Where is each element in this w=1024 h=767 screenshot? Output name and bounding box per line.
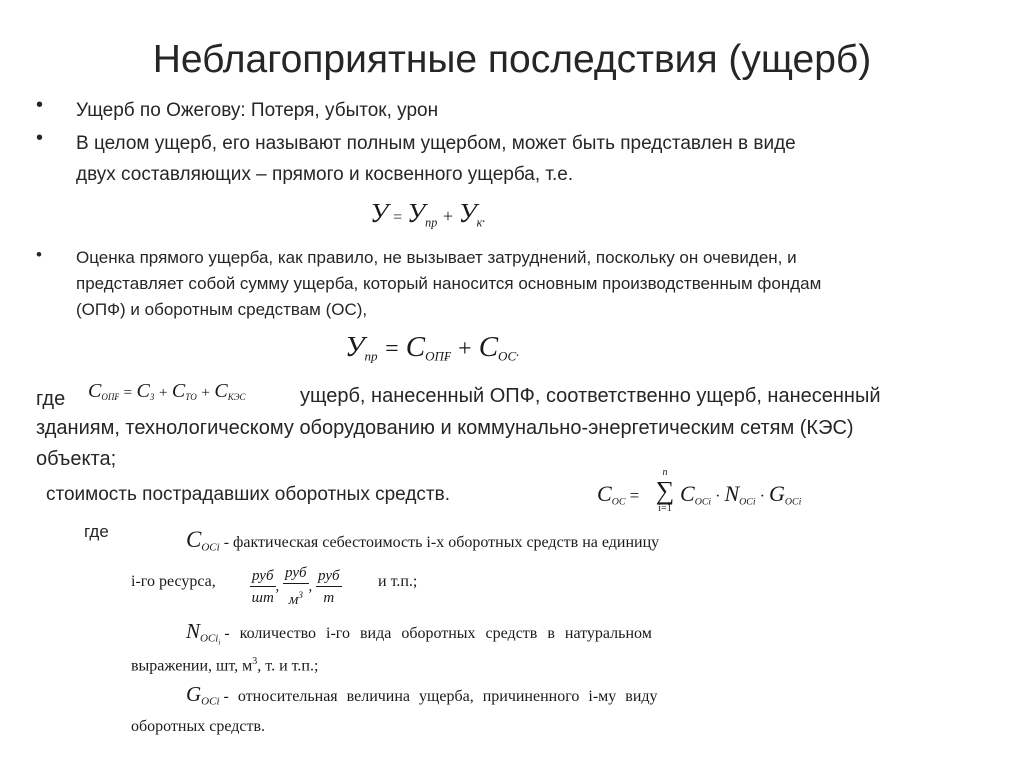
- opf-definition-line-1: ущерб, нанесенный ОПФ, соответственно ущерб, нанесенный: [300, 385, 881, 407]
- def-c-line-2: i-го ресурса,: [131, 573, 216, 590]
- bullet-2-line-2: двух составляющих – прямого и косвенного ущерба, т.е.: [76, 164, 574, 185]
- bullet-marker: •: [36, 94, 44, 116]
- bullet-2-line-1: В целом ущерб, его называют полным ущербом, может быть представлен в виде: [76, 133, 796, 154]
- def-g-line-2: оборотных средств.: [131, 718, 266, 735]
- bullet-3-line-3: (ОПФ) и оборотным средствам (ОС),: [76, 300, 368, 319]
- def-n-line-1: $N_{ОСii}$ - количество i-го вида оборотных средств в натуральном: [186, 619, 652, 647]
- def-g-line-1: $G_{ОСi}$ - относительная величина ущерба, причиненного i-му виду: [186, 682, 658, 708]
- unit-rub-per-m3: $\frac{\text{руб}}{м^3}$: [285, 565, 307, 608]
- def-c-line-1: $C_{ОСi}$ - фактическая себестоимость i-х оборотных средств на единицу: [186, 527, 660, 554]
- os-label: стоимость пострадавших оборотных средств.: [46, 484, 450, 505]
- def-n-line-2: выражении, шт, $м^3$, т. и т.п.;: [131, 656, 319, 675]
- bullet-3-line-2: представляет собой сумму ущерба, который наносится основным производственным фондам: [76, 274, 822, 293]
- formula-os-left: $С_{ОС}$ =: [597, 481, 640, 508]
- sum-symbol: n ∑ i=1: [655, 467, 675, 514]
- gde-label: где: [36, 388, 66, 410]
- formula-os-right: $С_{ОСi} \cdot N_{ОСi} \cdot G_{ОСi}$: [680, 481, 802, 508]
- slide-title: Неблагоприятные последствия (ущерб): [152, 38, 872, 81]
- bullet-marker: •: [36, 127, 44, 149]
- formula-opf-damage: $С_{ОП₣} = С_З + С_{ТО} + С_{КЭС}$: [88, 380, 246, 403]
- bullet-marker: •: [36, 245, 42, 264]
- unit-fractions: $\frac{\text{руб}}{шт}$ , $\frac{\text{руб}}{м^3}$ , $\frac{\text{руб}}{т}$: [250, 563, 342, 611]
- bullet-3-line-1: Оценка прямого ущерба, как правило, не вызывает затруднений, поскольку он очевиден, и: [76, 248, 797, 267]
- def-c-line-2-end: и т.п.;: [378, 573, 418, 590]
- opf-definition-line-3: объекта;: [36, 448, 117, 470]
- formula-direct-damage: $У_{пр} = С_{ОП₣} + С_{ОС}$.: [345, 331, 520, 364]
- unit-rub-per-sht: $\frac{\text{руб}}{шт}$: [251, 567, 274, 606]
- bullet-1-text: Ущерб по Ожегову: Потеря, убыток, урон: [76, 100, 439, 121]
- formula-total-damage: $У = У_{пр} + У_к$.: [370, 198, 486, 230]
- unit-rub-per-t: $\frac{\text{руб}}{т}$: [318, 567, 340, 606]
- opf-definition-line-2: зданиям, технологическому оборудованию и коммунально-энергетическим сетям (КЭС): [36, 417, 854, 439]
- gde-2-label: где: [84, 522, 109, 541]
